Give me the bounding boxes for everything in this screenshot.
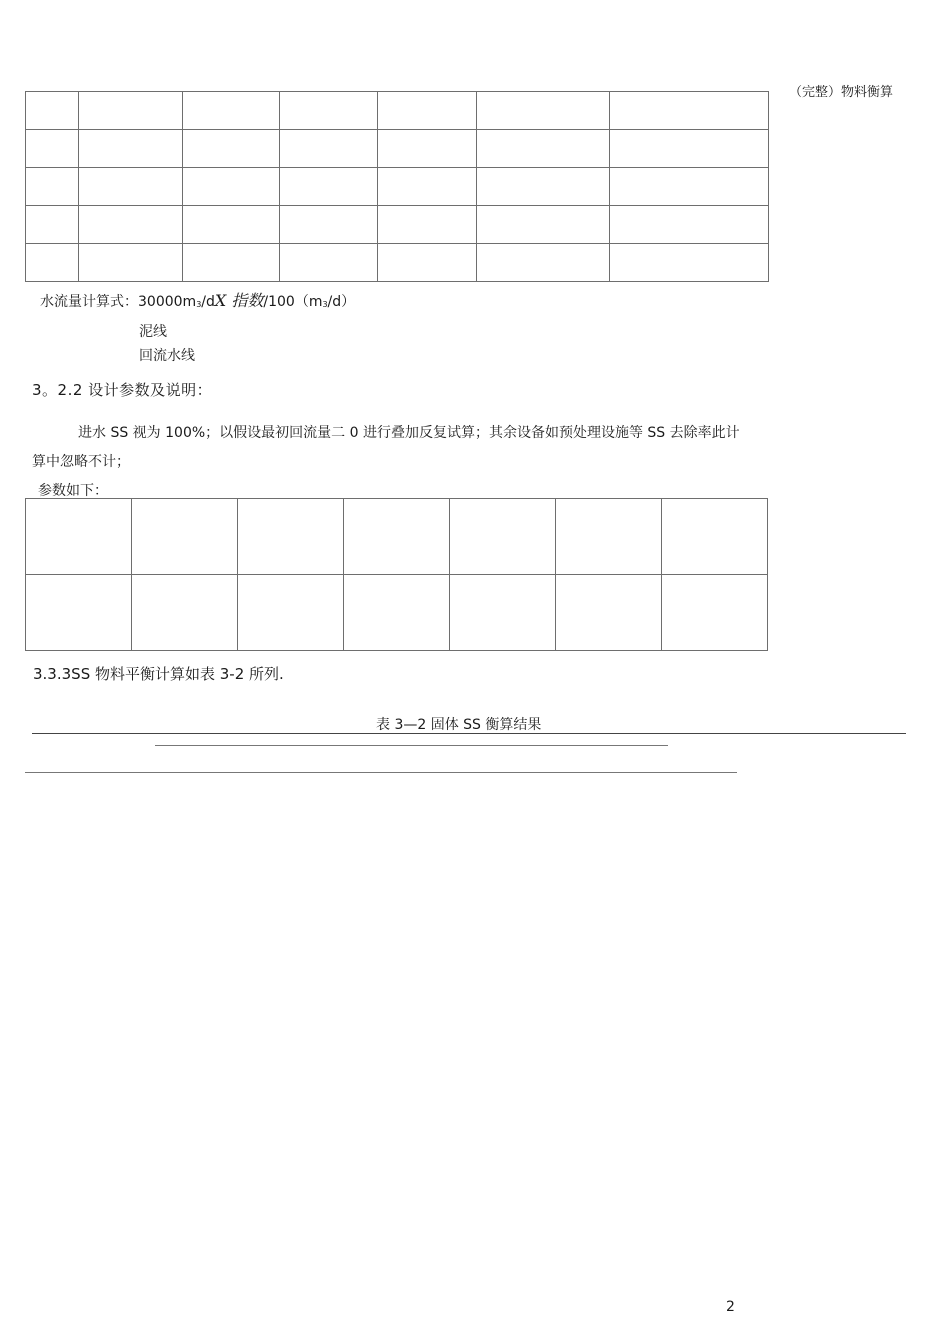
table-cell — [477, 168, 610, 206]
formula-prefix: 水流量计算式：30000m — [40, 294, 197, 310]
table-cell — [477, 206, 610, 244]
legend-sludge-line: 泥线 — [139, 324, 167, 340]
table-cell — [378, 130, 477, 168]
table-rule — [155, 745, 668, 746]
formula-subscript: 3 — [322, 300, 328, 309]
table-cell — [26, 244, 79, 282]
table-cell — [280, 206, 378, 244]
formula-mid: /d — [201, 294, 215, 310]
table-cell — [26, 575, 132, 651]
table-cell — [26, 130, 79, 168]
table-cell — [610, 92, 769, 130]
table-cell — [79, 92, 183, 130]
table-cell — [26, 92, 79, 130]
table-cell — [477, 130, 610, 168]
table-cell — [280, 92, 378, 130]
paragraph-line: 进水 SS 视为 100%；以假设最初回流量二 0 进行叠加反复试算；其余设备如预处理设施等 SS 去除率此计 — [78, 425, 740, 441]
table-cell — [662, 499, 768, 575]
table-cell — [610, 244, 769, 282]
table-caption: 表 3—2 固体 SS 衡算结果 — [376, 717, 542, 733]
table-row — [26, 575, 768, 651]
table-cell — [79, 130, 183, 168]
table-cell — [183, 168, 280, 206]
table-cell — [378, 168, 477, 206]
table-cell — [450, 575, 556, 651]
table-top-rule — [32, 733, 906, 734]
table-cell — [238, 575, 344, 651]
table-rule — [25, 772, 737, 773]
formula-end: /d） — [327, 294, 356, 310]
table-cell — [477, 92, 610, 130]
table-cell — [26, 499, 132, 575]
legend-return-water-line: 回流水线 — [139, 348, 195, 364]
table-cell — [79, 206, 183, 244]
table-cell — [610, 168, 769, 206]
table-row — [26, 168, 769, 206]
paragraph-line: 算中忽略不计； — [32, 454, 130, 470]
parameters-table — [25, 498, 768, 651]
table-row — [26, 130, 769, 168]
flow-table — [25, 91, 769, 282]
section-heading: 3。2.2 设计参数及说明： — [32, 381, 213, 399]
table-cell — [79, 244, 183, 282]
table-cell — [662, 575, 768, 651]
table-cell — [450, 499, 556, 575]
table-cell — [183, 130, 280, 168]
formula-italic: X 指数 — [214, 291, 264, 310]
table-cell — [556, 499, 662, 575]
table-cell — [132, 575, 238, 651]
table-cell — [610, 130, 769, 168]
table-cell — [238, 499, 344, 575]
table-cell — [183, 92, 280, 130]
table-cell — [280, 130, 378, 168]
section-heading: 3.3.3SS 物料平衡计算如表 3-2 所列. — [33, 665, 284, 683]
table-cell — [477, 244, 610, 282]
table-row — [26, 499, 768, 575]
page-number: 2 — [726, 1299, 735, 1315]
table-cell — [378, 244, 477, 282]
table-cell — [280, 244, 378, 282]
table-cell — [378, 92, 477, 130]
table-cell — [79, 168, 183, 206]
table-cell — [280, 168, 378, 206]
document-title: （完整）物料衡算 — [789, 85, 894, 100]
table-cell — [26, 206, 79, 244]
table-cell — [344, 575, 450, 651]
formula-suffix: /100（m — [263, 294, 323, 310]
table-cell — [378, 206, 477, 244]
table-cell — [183, 244, 280, 282]
params-label: 参数如下： — [38, 483, 108, 499]
table-cell — [610, 206, 769, 244]
table-row — [26, 92, 769, 130]
table-cell — [344, 499, 450, 575]
table-cell — [26, 168, 79, 206]
table-row — [26, 244, 769, 282]
flow-formula — [40, 288, 355, 311]
table-cell — [183, 206, 280, 244]
formula-subscript: 3 — [196, 300, 202, 309]
table-cell — [132, 499, 238, 575]
table-row — [26, 206, 769, 244]
table-cell — [556, 575, 662, 651]
